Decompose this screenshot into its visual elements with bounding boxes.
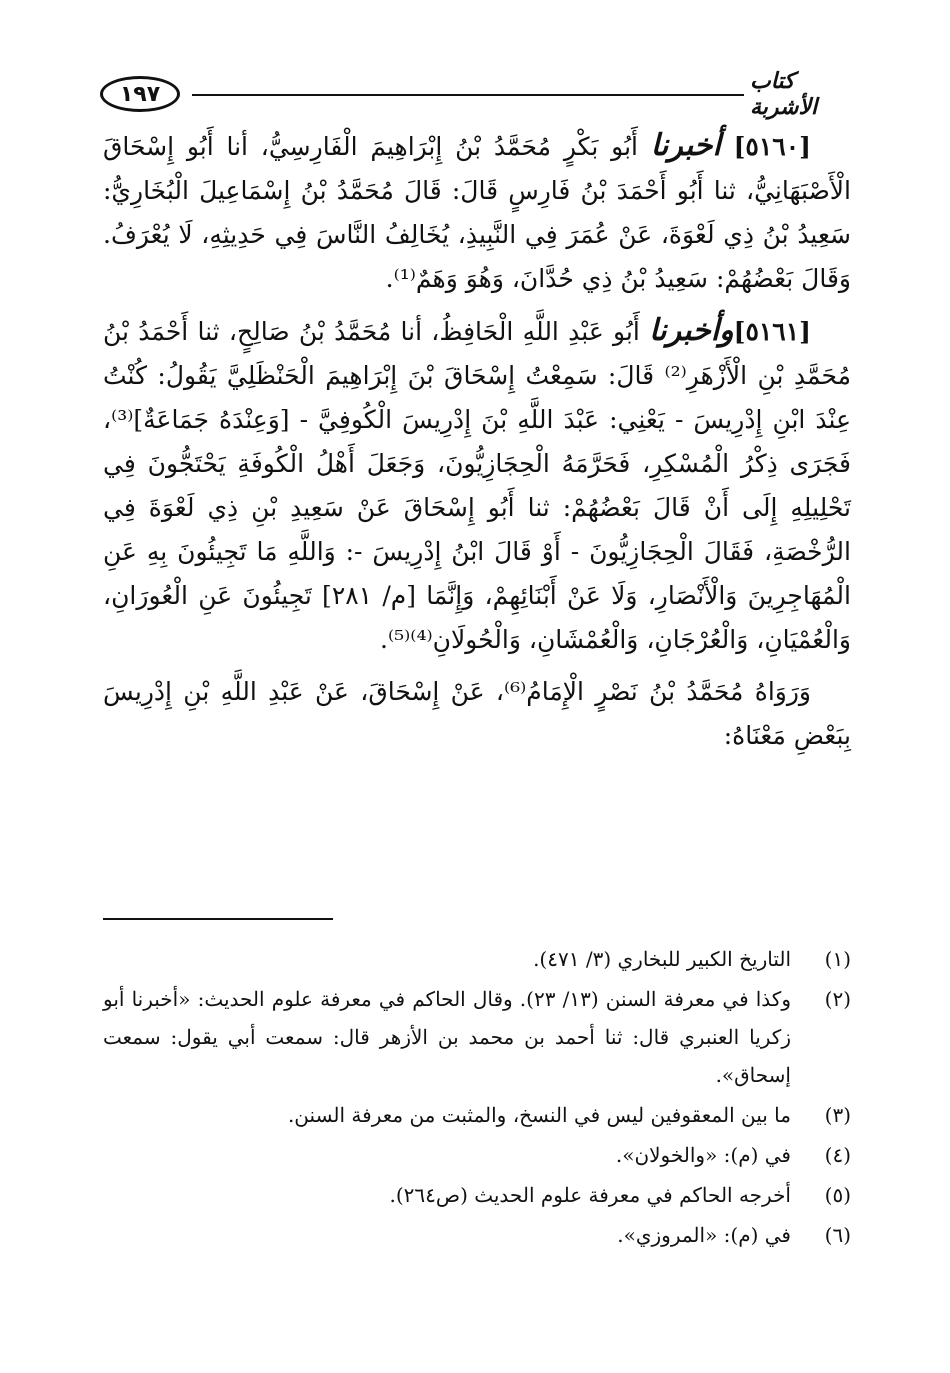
hadith-5160	[103, 124, 851, 301]
book-title: كتاب الأشربة	[750, 68, 818, 120]
footnote-number: (٦)	[824, 1223, 851, 1247]
footnote-number: (٢)	[824, 987, 851, 1011]
footnote	[103, 980, 851, 1094]
hadith-number: [٥١٦٠]	[733, 132, 811, 161]
footnote-text: أخرجه الحاكم في معرفة علوم الحديث (ص٢٦٤).	[389, 1183, 791, 1207]
page-number: ١٩٧	[100, 76, 180, 112]
page-header	[100, 68, 862, 120]
hadith-text: أَبُو بَكْرٍ مُحَمَّدُ بْنُ إِبْرَاهِيمَ الْفَارِسِيُّ، أنا أَبُو إِسْحَاقَ الْأَصْبَهَانِيُّ، ثنا أَبُو أَحْمَدَ بْنُ فَارِسٍ قَالَ: قَالَ مُحَمَّدُ بْنُ إِسْمَاعِيلَ الْبُخَارِيُّ: سَعِيدُ بْنُ ذِي لَعْوَةَ، عَنْ عُمَرَ فِي النَّبِيذِ، يُخَالِفُ النَّاسَ فِي حَدِيثِهِ، لَا يُعْرَفُ. وَقَالَ بَعْضُهُمْ: سَعِيدُ بْنُ ذِي حُدَّانَ، وَهُوَ وَهَمٌ⁽¹⁾.	[103, 132, 851, 293]
footnote	[103, 1136, 851, 1174]
lead-word: أخبرنا	[650, 128, 721, 163]
footnote	[103, 1216, 851, 1254]
footnotes	[103, 940, 851, 1256]
footnote-number: (٤)	[824, 1143, 851, 1167]
hadith-number: [٥١٦١]	[733, 317, 811, 346]
main-text	[103, 124, 851, 766]
narration-text: وَرَوَاهُ مُحَمَّدُ بْنُ نَصْرٍ الْإِمَامُ⁽⁶⁾، عَنْ إِسْحَاقَ، عَنْ عَبْدِ اللَّهِ بْنِ إِدْرِيسَ بِبَعْضِ مَعْنَاهُ:	[103, 677, 851, 750]
footnote	[103, 1096, 851, 1134]
footnote	[103, 940, 851, 978]
footnote-text: ما بين المعقوفين ليس في النسخ، والمثبت من معرفة السنن.	[287, 1103, 791, 1127]
hadith-text: أَبُو عَبْدِ اللَّهِ الْحَافِظُ، أنا مُحَمَّدُ بْنُ صَالِحٍ، ثنا أَحْمَدُ بْنُ مُحَمَّدِ بْنِ الْأَزْهَرِ⁽²⁾ قَالَ: سَمِعْتُ إِسْحَاقَ بْنَ إِبْرَاهِيمَ الْحَنْظَلِيَّ يَقُولُ: كُنْتُ عِنْدَ ابْنِ إِدْرِيسَ - يَعْنِي: عَبْدَ اللَّهِ بْنَ إِدْرِيسَ الْكُوفِيَّ - [وَعِنْدَهُ جَمَاعَةٌ]⁽³⁾، فَجَرَى ذِكْرُ الْمُسْكِرِ، فَحَرَّمَهُ الْحِجَازِيُّونَ، وَجَعَلَ أَهْلُ الْكُوفَةِ يَحْتَجُّونَ فِي تَحْلِيلِهِ إِلَى أَنْ قَالَ بَعْضُهُمْ: ثنا أَبُو إِسْحَاقَ عَنْ سَعِيدِ بْنِ ذِي لَعْوَةَ فِي الرُّخْصَةِ، فَقَالَ الْحِجَازِيُّونَ - أَوْ قَالَ ابْنُ إِدْرِيسَ -: وَاللَّهِ مَا تَجِيئُونَ بِهِ عَنِ الْمُهَاجِرِينَ وَالْأَنْصَارِ، وَلَا عَنْ أَبْنَائِهِمْ، وَإِنَّمَا [م/ ٢٨١] تَجِيئُونَ عَنِ الْعُورَانِ، وَالْعُمْيَانِ، وَالْعُرْجَانِ، وَالْعُمْشَانِ، وَالْحُولَانِ⁽⁴⁾⁽⁵⁾.	[103, 317, 851, 654]
footnote-text: التاريخ الكبير للبخاري (٣/ ٤٧١).	[533, 947, 791, 971]
lead-word: وأخبرنا	[649, 313, 734, 348]
footnote	[103, 1176, 851, 1214]
hadith-5161	[103, 309, 851, 662]
footnote-number: (٥)	[824, 1183, 851, 1207]
footnote-number: (٣)	[824, 1103, 851, 1127]
header-rule	[192, 94, 744, 96]
footnote-text: وكذا في معرفة السنن (١٣/ ٢٣). وقال الحاكم في معرفة علوم الحديث: «أخبرنا أبو زكريا العنبري قال: ثنا أحمد بن محمد بن الأزهر قال: سمعت أبي يقول: سمعت إسحاق».	[103, 987, 791, 1087]
footnote-number: (١)	[824, 947, 851, 971]
narration-note	[103, 670, 851, 758]
footnote-text: في (م): «المروزي».	[617, 1223, 791, 1247]
footnote-text: في (م): «والخولان».	[615, 1143, 791, 1167]
footnote-separator	[103, 918, 333, 920]
